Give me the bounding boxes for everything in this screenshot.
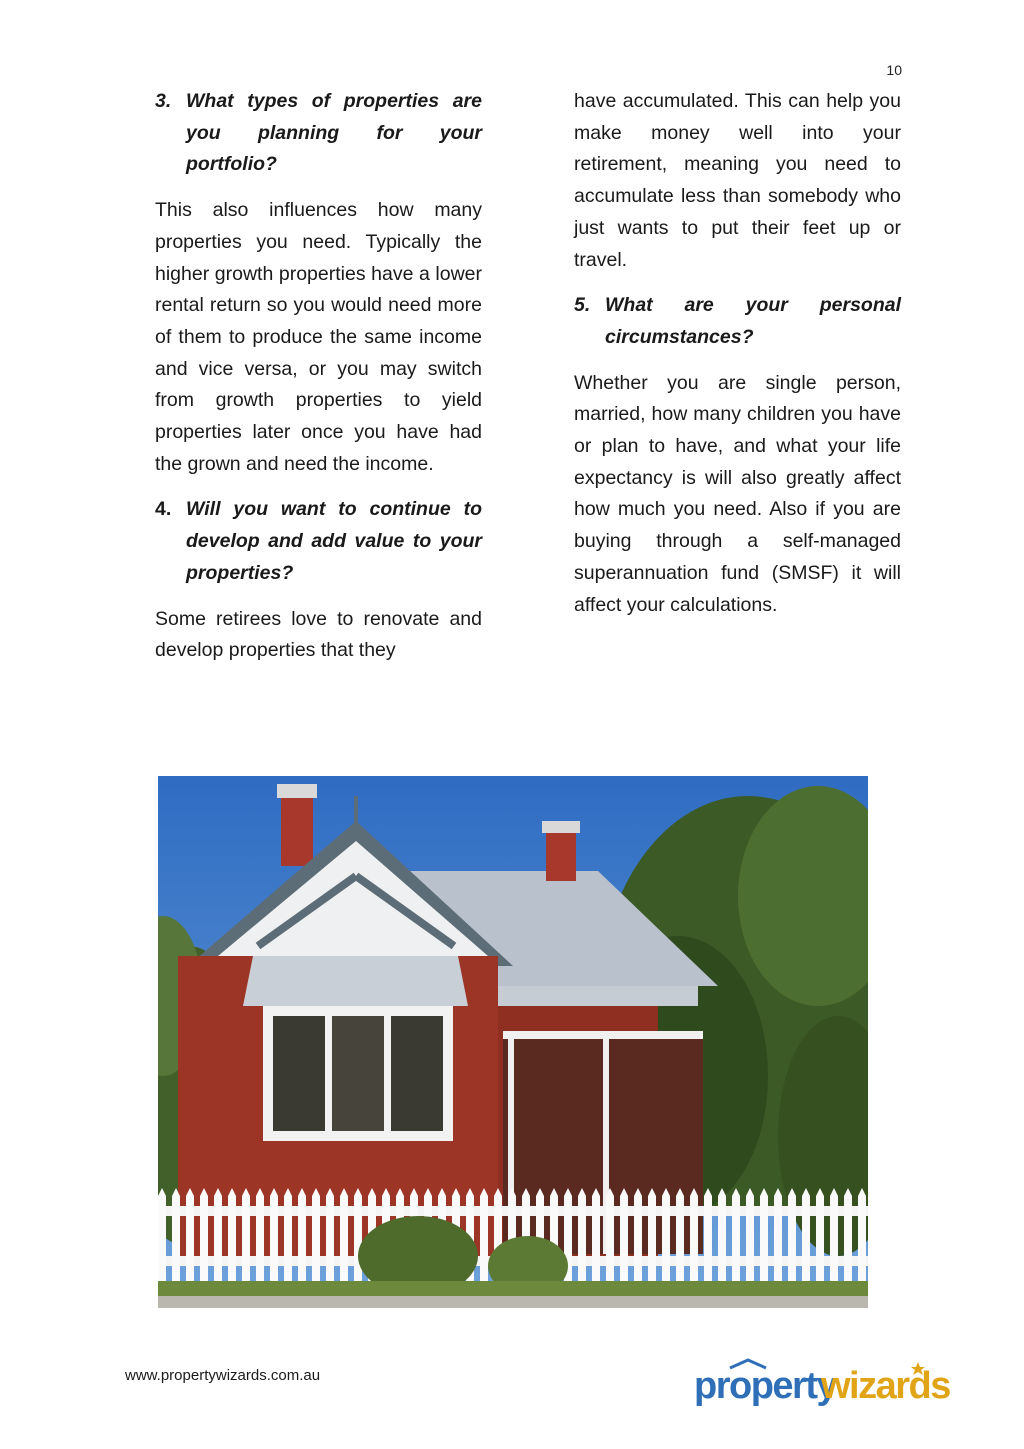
fence-picket	[620, 1188, 628, 1286]
fence-picket	[774, 1188, 782, 1286]
fence-picket	[242, 1188, 250, 1286]
fence-picket	[802, 1188, 810, 1286]
fence-picket	[858, 1188, 866, 1286]
fence-picket	[354, 1188, 362, 1286]
fence-picket	[830, 1188, 838, 1286]
fence-picket	[662, 1188, 670, 1286]
fence-picket	[340, 1188, 348, 1286]
question-4	[155, 494, 482, 589]
right-column	[574, 86, 901, 635]
page-number: 10	[886, 62, 902, 78]
question-3	[155, 86, 482, 181]
fence-picket	[788, 1188, 796, 1286]
fence-picket	[270, 1188, 278, 1286]
question-5	[574, 290, 901, 353]
fence-picket	[648, 1188, 656, 1286]
fence-picket	[228, 1188, 236, 1286]
fence-picket	[186, 1188, 194, 1286]
fence-picket	[718, 1188, 726, 1286]
logo-word-property: property	[694, 1365, 837, 1407]
fence-picket	[480, 1188, 488, 1286]
question-number: 5.	[574, 294, 591, 317]
left-column	[155, 86, 482, 681]
fence-picket	[760, 1188, 768, 1286]
fence-picket	[816, 1188, 824, 1286]
paragraph: have accumulated. This can help you make money well into your retirement, meaning you need to accumulate less than somebody who just wants to put their feet up or travel.	[574, 90, 901, 271]
fence-picket	[606, 1188, 614, 1286]
paragraph: This also influences how many properties you need. Typically the higher growth properties have a lower rental return so you would need more of them to produce the same income and vice versa, or you may switch from growth properties to yield properties later once you have had the grown and need the income.	[155, 199, 482, 475]
fence-picket	[732, 1188, 740, 1286]
footer-url: www.propertywizards.com.au	[125, 1367, 321, 1384]
fence-picket	[200, 1188, 208, 1286]
logo-word-wizards: wizards	[821, 1365, 950, 1407]
fence-picket	[844, 1188, 852, 1286]
fence-picket	[704, 1188, 712, 1286]
fence-picket	[158, 1188, 166, 1286]
question-number: 3.	[155, 90, 172, 112]
question-text: What types of properties are you planning for your portfolio?	[186, 90, 482, 176]
fence-picket	[676, 1188, 684, 1286]
fence-picket	[214, 1188, 222, 1286]
question-text: Will you want to continue to develop and add value to your properties?	[186, 498, 482, 584]
fence-picket	[578, 1188, 586, 1286]
fence-picket	[690, 1188, 698, 1286]
house-photo	[158, 776, 868, 1308]
fence-picket	[256, 1188, 264, 1286]
fence-picket	[284, 1188, 292, 1286]
fence-picket	[172, 1188, 180, 1286]
property-wizards-logo	[694, 1358, 950, 1416]
paragraph: Some retirees love to renovate and develop properties that they	[155, 607, 482, 662]
fence-picket	[592, 1188, 600, 1286]
question-text: What are your personal circumstances?	[605, 294, 901, 348]
fence-picket	[634, 1188, 642, 1286]
fence-picket	[312, 1188, 320, 1286]
fence-picket	[326, 1188, 334, 1286]
question-number: 4.	[155, 498, 172, 521]
fence-picket	[746, 1188, 754, 1286]
paragraph: Whether you are single person, married, how many children you have or plan to have, and what your life expectancy is will also greatly affect how much you need. Also if you are buying through a self-managed superannuation fund (SMSF) it will affect your calculations.	[574, 371, 901, 616]
fence-picket	[298, 1188, 306, 1286]
